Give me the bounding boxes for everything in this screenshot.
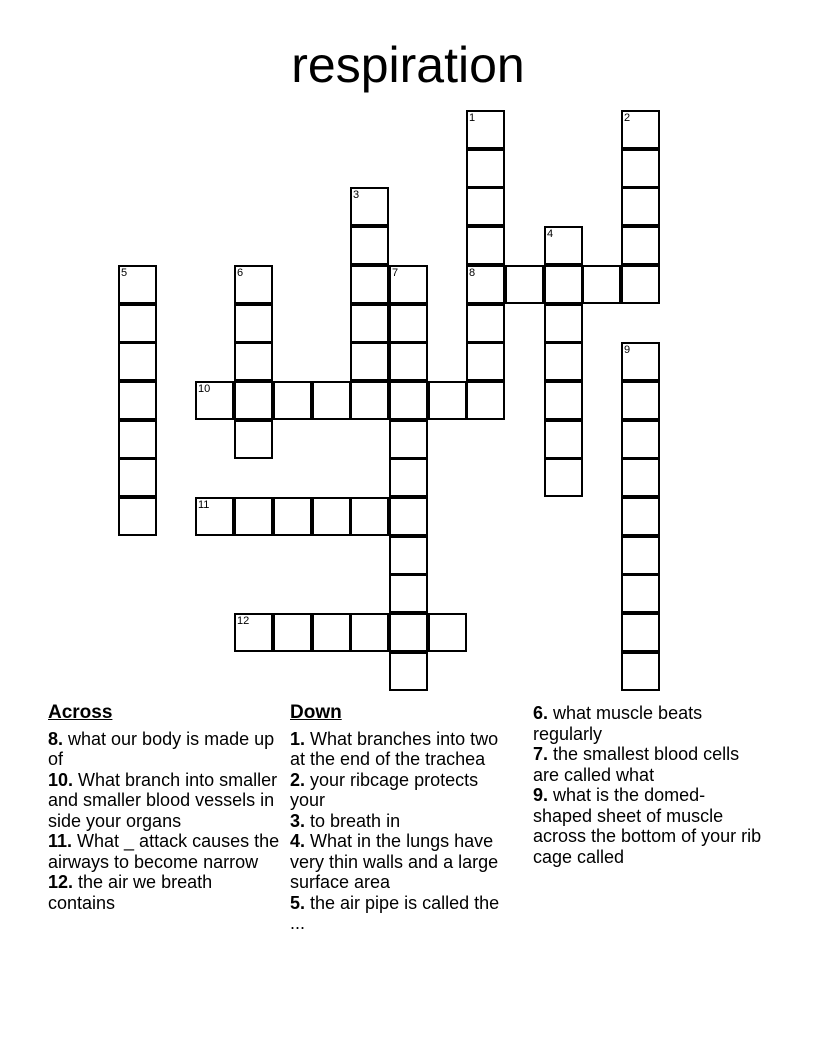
grid-cell[interactable] <box>118 342 157 381</box>
down-clue[interactable]: 7. the smallest blood cells are called what <box>533 744 740 785</box>
grid-cell[interactable] <box>621 613 660 652</box>
grid-cell[interactable] <box>312 497 351 536</box>
grid-cell[interactable] <box>234 613 273 652</box>
down-clue[interactable]: 6. what muscle beats regularly <box>533 703 703 744</box>
grid-cell[interactable] <box>621 574 660 613</box>
across-clue[interactable]: 12. the air we breath contains <box>48 872 213 913</box>
grid-cell[interactable] <box>350 613 389 652</box>
grid-cell[interactable] <box>466 381 505 420</box>
grid-cell[interactable] <box>544 304 583 343</box>
grid-cell[interactable] <box>118 304 157 343</box>
grid-cell[interactable] <box>350 304 389 343</box>
grid-cell[interactable] <box>350 226 389 265</box>
down-clue[interactable]: 4. What in the lungs have very thin walls and a large surface area <box>290 831 499 892</box>
grid-cell[interactable] <box>621 652 660 691</box>
across-heading: Across <box>48 702 113 723</box>
grid-cell[interactable] <box>350 497 389 536</box>
grid-cell[interactable] <box>389 420 428 459</box>
across-clues-column <box>48 703 280 913</box>
cell-number: 5 <box>121 267 128 279</box>
grid-cell[interactable] <box>544 458 583 497</box>
grid-cell[interactable] <box>466 304 505 343</box>
grid-cell[interactable] <box>544 342 583 381</box>
grid-cell[interactable] <box>118 420 157 459</box>
cell-number: 9 <box>624 344 631 356</box>
grid-cell[interactable] <box>505 265 544 304</box>
grid-cell[interactable] <box>350 187 389 226</box>
grid-cell[interactable] <box>544 226 583 265</box>
grid-cell[interactable] <box>234 420 273 459</box>
grid-cell[interactable] <box>544 420 583 459</box>
grid-cell[interactable] <box>582 265 621 304</box>
down-heading: Down <box>290 702 342 723</box>
grid-cell[interactable] <box>621 342 660 381</box>
grid-cell[interactable] <box>234 265 273 304</box>
across-clue[interactable]: 8. what our body is made up of <box>48 728 275 769</box>
cell-number: 8 <box>469 267 476 279</box>
grid-cell[interactable] <box>118 265 157 304</box>
grid-cell[interactable] <box>389 536 428 575</box>
grid-cell[interactable] <box>234 497 273 536</box>
down-clue[interactable]: 2. your ribcage protects your <box>290 769 479 810</box>
grid-cell[interactable] <box>544 265 583 304</box>
grid-cell[interactable] <box>621 458 660 497</box>
grid-cell[interactable] <box>234 381 273 420</box>
grid-cell[interactable] <box>621 187 660 226</box>
grid-cell[interactable] <box>389 652 428 691</box>
grid-cell[interactable] <box>234 342 273 381</box>
grid-cell[interactable] <box>621 381 660 420</box>
grid-cell[interactable] <box>312 613 351 652</box>
down-clues-continued <box>533 703 763 867</box>
cell-number: 4 <box>547 228 554 240</box>
grid-cell[interactable] <box>621 497 660 536</box>
grid-cell[interactable] <box>621 420 660 459</box>
grid-cell[interactable] <box>350 381 389 420</box>
grid-cell[interactable] <box>312 381 351 420</box>
grid-cell[interactable] <box>466 187 505 226</box>
grid-cell[interactable] <box>273 381 312 420</box>
down-clue[interactable]: 9. what is the domed-shaped sheet of muscle across the bottom of your rib cage called <box>533 785 762 867</box>
grid-cell[interactable] <box>389 613 428 652</box>
grid-cell[interactable] <box>466 342 505 381</box>
grid-cell[interactable] <box>389 265 428 304</box>
across-clue[interactable]: 11. What _ attack causes the airways to become narrow <box>48 831 280 872</box>
grid-cell[interactable] <box>195 381 234 420</box>
grid-cell[interactable] <box>428 381 467 420</box>
cell-number: 2 <box>624 112 631 124</box>
grid-cell[interactable] <box>389 304 428 343</box>
grid-cell[interactable] <box>621 536 660 575</box>
grid-cell[interactable] <box>428 613 467 652</box>
grid-cell[interactable] <box>389 381 428 420</box>
grid-cell[interactable] <box>118 497 157 536</box>
grid-cell[interactable] <box>466 110 505 149</box>
grid-cell[interactable] <box>350 342 389 381</box>
down-clues-column <box>290 703 516 934</box>
down-clue[interactable]: 3. to breath in <box>290 810 401 831</box>
cell-number: 1 <box>469 112 476 124</box>
grid-cell[interactable] <box>273 497 312 536</box>
cell-number: 10 <box>198 383 211 395</box>
grid-cell[interactable] <box>621 149 660 188</box>
grid-cell[interactable] <box>389 497 428 536</box>
grid-cell[interactable] <box>466 226 505 265</box>
grid-cell[interactable] <box>389 342 428 381</box>
cell-number: 11 <box>198 499 210 511</box>
cell-number: 7 <box>392 267 399 279</box>
across-clue[interactable]: 10. What branch into smaller and smaller blood vessels in side your organs <box>48 769 278 831</box>
cell-number: 12 <box>237 615 250 627</box>
grid-cell[interactable] <box>466 265 505 304</box>
grid-cell[interactable] <box>389 574 428 613</box>
puzzle-title: respiration <box>291 37 525 93</box>
grid-cell[interactable] <box>621 110 660 149</box>
grid-cell[interactable] <box>544 381 583 420</box>
grid-cell[interactable] <box>350 265 389 304</box>
grid-cell[interactable] <box>234 304 273 343</box>
down-clue[interactable]: 1. What branches into two at the end of the trachea <box>290 728 499 769</box>
grid-cell[interactable] <box>389 458 428 497</box>
grid-cell[interactable] <box>466 149 505 188</box>
grid-cell[interactable] <box>195 497 234 536</box>
grid-cell[interactable] <box>621 226 660 265</box>
grid-cell[interactable] <box>273 613 312 652</box>
grid-cell[interactable] <box>118 458 157 497</box>
down-clue[interactable]: 5. the air pipe is called the ... <box>290 892 500 933</box>
grid-cell[interactable] <box>621 265 660 304</box>
grid-cell[interactable] <box>118 381 157 420</box>
cell-number: 6 <box>237 267 244 279</box>
cell-number: 3 <box>353 189 360 201</box>
